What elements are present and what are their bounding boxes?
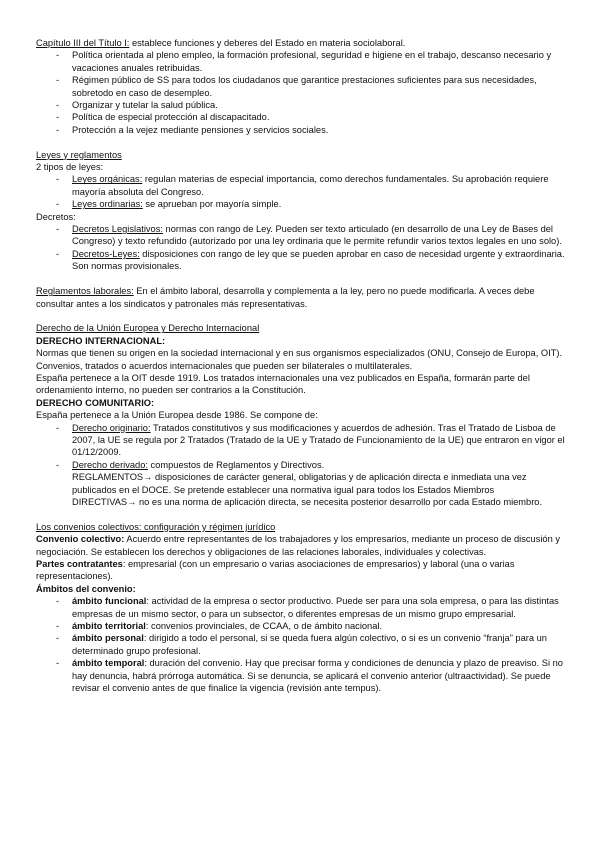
partes-text: : empresarial (con un empresario o varias asociaciones de empresarios) y laboral (una o varias representaciones). — [36, 559, 515, 582]
di-paragraph-1: Normas que tienen su origen en la sociedad internacional y en sus organismos especializados (ONU, Consejo de Europa, OIT). Convenios, tratados o acuerdos internacionales que pueden ser bilaterales o multilaterales. — [36, 348, 563, 371]
dc-list — [36, 422, 566, 509]
term: Leyes orgánicas: — [72, 174, 143, 185]
term: ámbito funcional — [72, 596, 147, 607]
term: Derecho originario: — [72, 422, 151, 433]
definition: se aprueban por mayoría simple. — [142, 199, 282, 210]
s3-term: Reglamentos laborales: — [36, 286, 134, 297]
term: Decretos-Leyes: — [72, 248, 140, 259]
convenio-term: Convenio colectivo: — [36, 534, 125, 545]
s4-heading: Derecho de la Unión Europea y Derecho Internacional — [36, 323, 260, 334]
reglamentos-text: REGLAMENTOS→ disposiciones de carácter general, obligatorias y de aplicación directa e inmediata una vez publicados en el DOCE. Se pretende establecer una normativa igual para todos los Estados Miembros — [72, 472, 527, 495]
term: Leyes ordinarias: — [72, 199, 143, 210]
di-label: DERECHO INTERNACIONAL: — [36, 335, 166, 346]
list-item — [36, 223, 566, 248]
dc-paragraph-1: España pertenece a la Unión Europea desde 1986. Se compone de: — [36, 410, 318, 421]
s2-types-label: 2 tipos de leyes: — [36, 162, 104, 173]
list-item — [36, 632, 566, 657]
definition: : convenios provinciales, de CCAA, o de ámbito nacional. — [145, 621, 383, 632]
term: ámbito territorial — [72, 621, 146, 632]
definition: regulan materias de especial importancia, como derechos fundamentales. Su aprobación requiere mayoría absoluta del Congreso. — [72, 174, 549, 197]
di-paragraph-2: España pertenece a la OIT desde 1919. Los tratados internacionales una vez publicados en España, formarán parte del ordenamiento interno, no pueden ser contrarios a la Constitución. — [36, 372, 530, 396]
list-item: - Protección a la vejez mediante pensiones y servicios sociales. — [36, 124, 566, 136]
definition: : actividad de la empresa o sector productivo. Puede ser para una sola empresa, o para las distintas empresas de un mismo sector, o para un subsector, o diferentes empresas de un mismo grupo empresarial. — [72, 596, 559, 619]
s1-intro-paragraph — [36, 37, 566, 49]
term: ámbito personal — [72, 633, 144, 644]
definition: : dirigido a todo el personal, si se queda fuera algún colectivo, o si es un convenio “franja” para un determinado grupo profesional. — [72, 633, 547, 656]
partes-paragraph — [36, 558, 566, 583]
list-item — [36, 459, 566, 509]
list-item — [36, 173, 566, 198]
ambitos-label: Ámbitos del convenio: — [36, 583, 136, 594]
list-item — [36, 620, 566, 632]
s3-paragraph — [36, 285, 566, 310]
list-item — [36, 657, 566, 694]
leyes-list — [36, 173, 566, 210]
decretos-list — [36, 223, 566, 273]
s3-text: En el ámbito laboral, desarrolla y complementa a la ley, pero no puede modificarla. A veces debe consultar antes a los sindicatos y patronales más representativas. — [36, 286, 535, 309]
term: Decretos Legislativos: — [72, 224, 163, 235]
document-page — [36, 37, 566, 694]
definition: : duración del convenio. Hay que precisar forma y condiciones de denuncia y plazo de preaviso. Si no hay denuncia, habrá prórroga automática. Si se denuncia, se aplicará el convenio anterior (ultraactividad). Se puede revisar el convenio antes de que finalice la vigencia (revisión ante tempus). — [72, 658, 563, 694]
list-item: - Organizar y tutelar la salud pública. — [36, 99, 566, 111]
term: ámbito temporal — [72, 658, 145, 669]
list-item — [36, 595, 566, 620]
list-item — [36, 248, 566, 273]
list-item — [36, 198, 566, 210]
list-item — [36, 422, 566, 459]
directivas-text: DIRECTIVAS→ no es una norma de aplicación directa, se necesita posterior desarrollo por cada Estado miembro. — [72, 496, 543, 507]
list-item: - Régimen público de SS para todos los ciudadanos que garantice prestaciones suficientes para sus necesidades, sobretodo en caso de desempleo. — [36, 74, 566, 99]
partes-term: Partes contratantes — [36, 559, 123, 569]
convenio-paragraph — [36, 533, 566, 558]
term: Derecho derivado: — [72, 459, 148, 470]
s2-heading: Leyes y reglamentos — [36, 149, 122, 160]
definition: Tratados constitutivos y sus modificaciones y acuerdos de adhesión. Tras el Tratado de Lisboa de 2007, la UE se regula por 2 Tratados (Tratado de la UE y Tratado de Funcionamiento de la UE) que entraron en vigor el 01/12/2009. — [72, 422, 565, 458]
s5-heading: Los convenios colectivos: configuración y régimen jurídico — [36, 521, 276, 532]
dc-label: DERECHO COMUNITARIO: — [36, 397, 155, 408]
definition: disposiciones con rango de ley que se pueden aprobar en caso de necesidad urgente y extraordinaria. Son normas provisionales. — [72, 248, 565, 272]
definition: normas con rango de Ley. Pueden ser texto articulado (en desarrollo de una Ley de Bases del Congreso) y texto refundido (autorizado por una ley ordinaria que le permite refundir varios textos legales en uno solo). — [72, 224, 562, 247]
s1-list — [36, 49, 566, 136]
definition: compuestos de Reglamentos y Directivos. — [147, 459, 325, 470]
s2-decretos-label: Decretos: — [36, 211, 76, 222]
convenio-text: Acuerdo entre representantes de los trabajadores y los empresarios, mediante un proceso de discusión y negociación. Se establecen los derechos y obligaciones de las relaciones laborales, individuales y colectivas. — [36, 534, 560, 557]
list-item: - Política de especial protección al discapacitado. — [36, 111, 566, 123]
s1-heading: Capítulo III del Título I: — [36, 38, 130, 48]
list-item: - Política orientada al pleno empleo, la formación profesional, seguridad e higiene en el trabajo, descanso necesario y vacaciones anuales retribuidas. — [36, 49, 566, 74]
s1-intro: establece funciones y deberes del Estado en materia sociolaboral. — [129, 38, 406, 48]
ambitos-list — [36, 595, 566, 694]
